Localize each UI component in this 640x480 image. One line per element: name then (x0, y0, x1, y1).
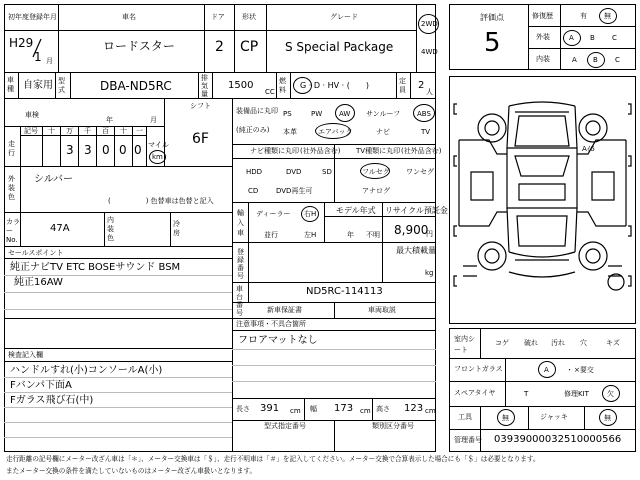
recycle-value: 8,900 (394, 223, 429, 237)
model-year-unknown: 不明 (366, 231, 380, 239)
chassis-label: 車台番号 (236, 285, 243, 317)
equip-abs: ABS (417, 110, 431, 118)
mileage-unit-mile: マイル (148, 141, 169, 149)
color-no-label: カラーNo. (6, 218, 20, 244)
tv-type-label: TV種類に丸印 (356, 147, 401, 155)
repair-label: 修復歴 (532, 12, 553, 20)
inspection-month: 月 (150, 116, 157, 124)
sheet-tear: 破れ (524, 339, 538, 347)
month-suffix: 月 (46, 57, 53, 65)
car-name-label: 車名 (122, 13, 136, 21)
equip-navi: ナビ (376, 128, 390, 136)
tools-label: 工具 (458, 413, 472, 421)
equip-tv: TV (421, 128, 431, 136)
sales-point-line-1: 純正ナビTV ETC BOSEサウンド BSM (10, 262, 181, 273)
spare-tire-kit: 修理KIT (564, 390, 589, 398)
drive-4wd: 4WD (421, 48, 438, 56)
tools-value: 無 (502, 414, 509, 422)
inspector-line-2: Fバンパ下面A (10, 380, 72, 391)
mileage-header-ichi: 一 (136, 127, 143, 135)
nav-type-sub: (社外品含む) (300, 147, 341, 155)
capacity-unit: 人 (426, 88, 433, 96)
length-unit: cm (290, 407, 301, 415)
import-parallel: 並行 (264, 231, 278, 239)
interior-grade-a: A (572, 56, 577, 64)
vehicle-manual: 車両取説 (368, 306, 396, 314)
nav-hdd: HDD (246, 168, 263, 176)
nav-dvd-play: DVD再生可 (276, 187, 313, 195)
model-value: DBA-ND5RC (100, 79, 172, 93)
model-year-label: モデル年式 (336, 206, 376, 215)
nav-sd: SD (322, 168, 332, 176)
import-right: 右H (304, 210, 317, 218)
equipment-sub: (純正のみ) (236, 126, 270, 134)
interior-grade-b: B (593, 56, 598, 64)
jack-label: ジャッキ (540, 413, 568, 421)
exterior-color-note: ( ) 色替車は色替と記入 (108, 197, 214, 205)
shape-label: 形状 (242, 13, 256, 21)
capacity-label: 定員 (399, 77, 406, 94)
front-glass-a: A (544, 366, 549, 374)
sales-point-line-2: 純正16AW (14, 277, 63, 288)
max-load-unit: kg (425, 269, 434, 277)
chassis-value: ND5RC-114113 (306, 286, 383, 297)
exterior-color-value: シルバー (34, 174, 74, 185)
inspector-line-3: Fガラス飛び石(中) (10, 395, 94, 406)
management-value: 03939000032510000566 (494, 434, 622, 445)
exterior-grade-a: A (569, 34, 574, 42)
car-condition-diagram (449, 76, 636, 324)
tv-type-sub: (社外品含む) (401, 147, 442, 155)
jack-value: 無 (604, 414, 611, 422)
import-left: 左H (304, 231, 317, 239)
category-label: 類別区分番号 (372, 422, 414, 430)
car-name-value: ロードスター (103, 39, 175, 53)
equip-airbag: エアバック (318, 128, 353, 136)
equipment-label: 装備品に丸印 (236, 107, 278, 115)
inspector-label: 検査記入欄 (8, 351, 43, 359)
shift-label: シフト (190, 102, 211, 110)
equip-pw: PW (311, 110, 323, 118)
management-label: 管理番号 (454, 436, 482, 444)
color-no-value: 47A (50, 223, 70, 234)
model-year-year: 年 (347, 231, 354, 239)
exterior-color-label: 外装色 (8, 175, 15, 201)
notes-label: 注意事項・不具合箇所 (236, 320, 306, 328)
equip-ps: PS (283, 110, 292, 118)
equip-sunroof: サンルーフ (366, 110, 401, 118)
height-value: 123 (404, 403, 424, 414)
equip-aw: AW (339, 110, 351, 118)
inspection-label: 車検 (25, 111, 39, 119)
door-label: ドア (211, 13, 225, 21)
mileage-digit-2: 3 (84, 143, 92, 157)
import-label: 輸入車 (237, 209, 244, 237)
mileage-header-jyu: 十 (120, 127, 127, 135)
width-label: 幅 (310, 405, 317, 413)
mileage-label: 走行 (8, 140, 15, 157)
fuel-options: G · D · HV · ( ) (300, 81, 369, 90)
tv-fullseg: フルセグ (362, 168, 390, 176)
repair-yes: 有 (580, 12, 587, 20)
displacement-value: 1500 (228, 80, 254, 91)
footer-line-1: 走行距離の記号欄にメーター改ざん車は「＊」、メーター交換車は「＄」、走行不明車は「＃」を記入してください。メーター交換で合算表示した場合にも「＄」は必要となります。 (6, 455, 540, 463)
front-glass-dot: ・ (566, 366, 573, 374)
recycle-unit: 円 (426, 230, 433, 238)
sheet-burn: コゲ (495, 339, 509, 347)
width-unit: cm (360, 407, 371, 415)
spare-tire-label: スペアタイヤ (454, 389, 496, 397)
interior-color-label: 内装色 (107, 216, 114, 242)
shape-value: CP (240, 39, 259, 55)
drive-2wd: 2WD (421, 20, 438, 28)
repair-no: 無 (604, 12, 611, 20)
recycle-label: リサイクル預託金 (385, 206, 448, 215)
nav-type-label: ナビ種類に丸印 (250, 147, 299, 155)
sheet-scratch: キズ (606, 339, 620, 347)
ac-label: 冷房 (173, 220, 180, 237)
cc-unit: CC (265, 88, 275, 96)
tv-analog: アナログ (362, 187, 390, 195)
diagram-damage-note: Aｲ6 (582, 145, 595, 153)
interior-grade-c: C (615, 56, 620, 64)
first-reg-month: 1 (34, 50, 42, 64)
spare-tire-none: 欠 (607, 390, 614, 398)
tv-oneseg: ワンセグ (406, 168, 434, 176)
type-designation-label: 型式指定番号 (264, 422, 306, 430)
footer-line-2: またメーター交換の条件を満たしていないものはメーター改ざん車扱いとなります。 (6, 467, 257, 475)
usage-value: 自家用 (23, 80, 53, 91)
import-dealer: ディーラー (256, 210, 291, 218)
sheet-hole: 穴 (580, 339, 587, 347)
displacement-label: 排気量 (201, 74, 208, 98)
mileage-header-code: 記号 (24, 127, 38, 135)
sheet-dirt: 汚れ (551, 339, 565, 347)
height-unit: cm (425, 407, 436, 415)
height-label: 高さ (376, 405, 390, 413)
mileage-digit-5: 0 (134, 143, 142, 157)
length-label: 長さ (236, 405, 250, 413)
exterior-grade-c: C (612, 34, 617, 42)
nav-cd: CD (248, 187, 259, 195)
first-reg-year: H29 (9, 36, 34, 50)
spare-tire-t: T (524, 390, 529, 398)
width-value: 173 (334, 403, 354, 414)
capacity-value: 2 (418, 80, 425, 91)
interior-sheet-label: 室内シート (454, 335, 475, 354)
front-glass-replace: ×要交 (574, 366, 594, 374)
exterior-grade-b: B (590, 34, 595, 42)
max-load-label: 最大積載量 (396, 246, 436, 255)
score-value: 5 (484, 28, 501, 58)
mileage-header-tens-of-thousands-prefix: 十 (48, 127, 55, 135)
doors-value: 2 (215, 39, 224, 55)
usage-type-label: 車種 (7, 76, 14, 93)
interior-grade-label: 内装 (536, 55, 550, 63)
equip-leather: 本革 (283, 128, 297, 136)
shift-value: 6F (192, 131, 209, 147)
mileage-header-hyaku: 百 (102, 127, 109, 135)
fuel-label: 燃料 (279, 77, 286, 94)
front-glass-label: フロントガラス (454, 365, 503, 373)
mileage-header-sen: 千 (84, 127, 91, 135)
nav-dvd: DVD (286, 168, 302, 176)
first-reg-label: 初年度登録年月 (8, 13, 57, 21)
grade-value: S Special Package (285, 40, 394, 54)
inspection-year: 年 (106, 116, 113, 124)
mileage-digit-1: 3 (66, 143, 74, 157)
score-label: 評価点 (480, 13, 504, 22)
grade-label: グレード (330, 13, 358, 21)
length-value: 391 (260, 403, 280, 414)
mileage-header-man: 万 (66, 127, 73, 135)
mileage-digit-3: 0 (102, 143, 110, 157)
notes-line-1: フロアマットなし (238, 335, 318, 346)
registration-label: 登録番号 (237, 248, 244, 280)
mileage-digit-4: 0 (119, 143, 127, 157)
exterior-grade-label: 外装 (536, 33, 550, 41)
sales-point-label: セールスポイント (8, 249, 64, 257)
model-label: 型式 (58, 77, 65, 94)
mileage-unit-km: km (152, 153, 163, 161)
inspector-line-1: ハンドルすれ(小)コンソールA(小) (10, 365, 163, 376)
new-car-warranty: 新車保証書 (267, 306, 302, 314)
